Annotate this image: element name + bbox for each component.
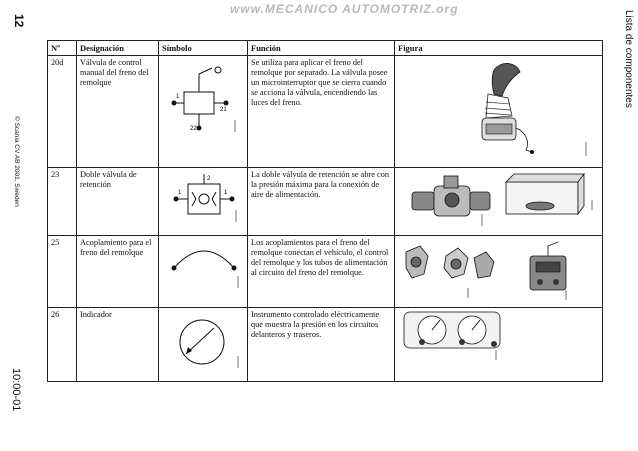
hand-control-valve-icon (398, 58, 598, 160)
row-designation: Doble válvula de retención (77, 168, 159, 236)
row-num: 25 (48, 236, 77, 308)
page-number: 12 (12, 14, 26, 28)
row-figure (395, 168, 603, 236)
row-symbol (159, 308, 248, 382)
row-designation: Indicador (77, 308, 159, 382)
row-num: 20d (48, 56, 77, 168)
document-code: 10:00-01 (10, 368, 22, 412)
symbol-port-label: 21 (220, 107, 227, 113)
row-function: Se utiliza para aplicar el freno del remolque por separado. La válvula posee un microinterruptor que se cierra cuando se acciona la válvula, encendiendo las luces del freno. (248, 56, 395, 168)
row-symbol (159, 168, 248, 236)
row-num: 26 (48, 308, 77, 382)
table-row (48, 308, 603, 382)
symbol-port-label: 1 (224, 190, 228, 196)
components-table (47, 40, 603, 382)
table-row (48, 236, 603, 308)
section-title: Lista de componentes (623, 10, 634, 108)
header-num: Nº (48, 41, 77, 56)
symbol-port-label: 1 (176, 94, 180, 100)
symbol-port-label: 22 (190, 126, 197, 132)
row-num: 23 (48, 168, 77, 236)
row-figure (395, 308, 603, 382)
gauge-symbol-icon (162, 310, 244, 376)
double-check-valve-icon (398, 170, 598, 230)
symbol-port-label: 1 (178, 190, 182, 196)
coupling-symbol-icon (162, 238, 244, 302)
symbol-port-label: 2 (207, 176, 211, 182)
header-symbol: Símbolo (159, 41, 248, 56)
row-figure (395, 236, 603, 308)
table-row (48, 168, 603, 236)
copyright-note: © Scania CV AB 2001, Sweden (13, 116, 20, 207)
row-figure (395, 56, 603, 168)
row-symbol (159, 236, 248, 308)
valve-symbol-icon (162, 58, 244, 158)
row-function: Instrumento controlado eléctricamente que muestra la presión en los circuitos delanteros y traseros. (248, 308, 395, 382)
header-function: Función (248, 41, 395, 56)
table-header-row (48, 41, 603, 56)
pressure-gauge-icon (398, 310, 598, 376)
header-designation: Designación (77, 41, 159, 56)
row-designation: Acoplamiento para el freno del remolque (77, 236, 159, 308)
row-function: La doble válvula de retención se abre con la presión máxima para la conexión de aire de alimentación. (248, 168, 395, 236)
header-figure: Figura (395, 41, 603, 56)
double-check-valve-symbol-icon (162, 170, 244, 232)
row-designation: Válvula de control manual del freno del remolque (77, 56, 159, 168)
table-row (48, 56, 603, 168)
row-symbol (159, 56, 248, 168)
row-function: Los acoplamientos para el freno del remolque conectan el vehículo, el control del remolque y los tubos de alimentación al circuito del freno del remolque. (248, 236, 395, 308)
trailer-coupling-icon (398, 238, 598, 304)
watermark-text: www.MECANICO AUTOMOTRIZ.org (230, 2, 459, 16)
